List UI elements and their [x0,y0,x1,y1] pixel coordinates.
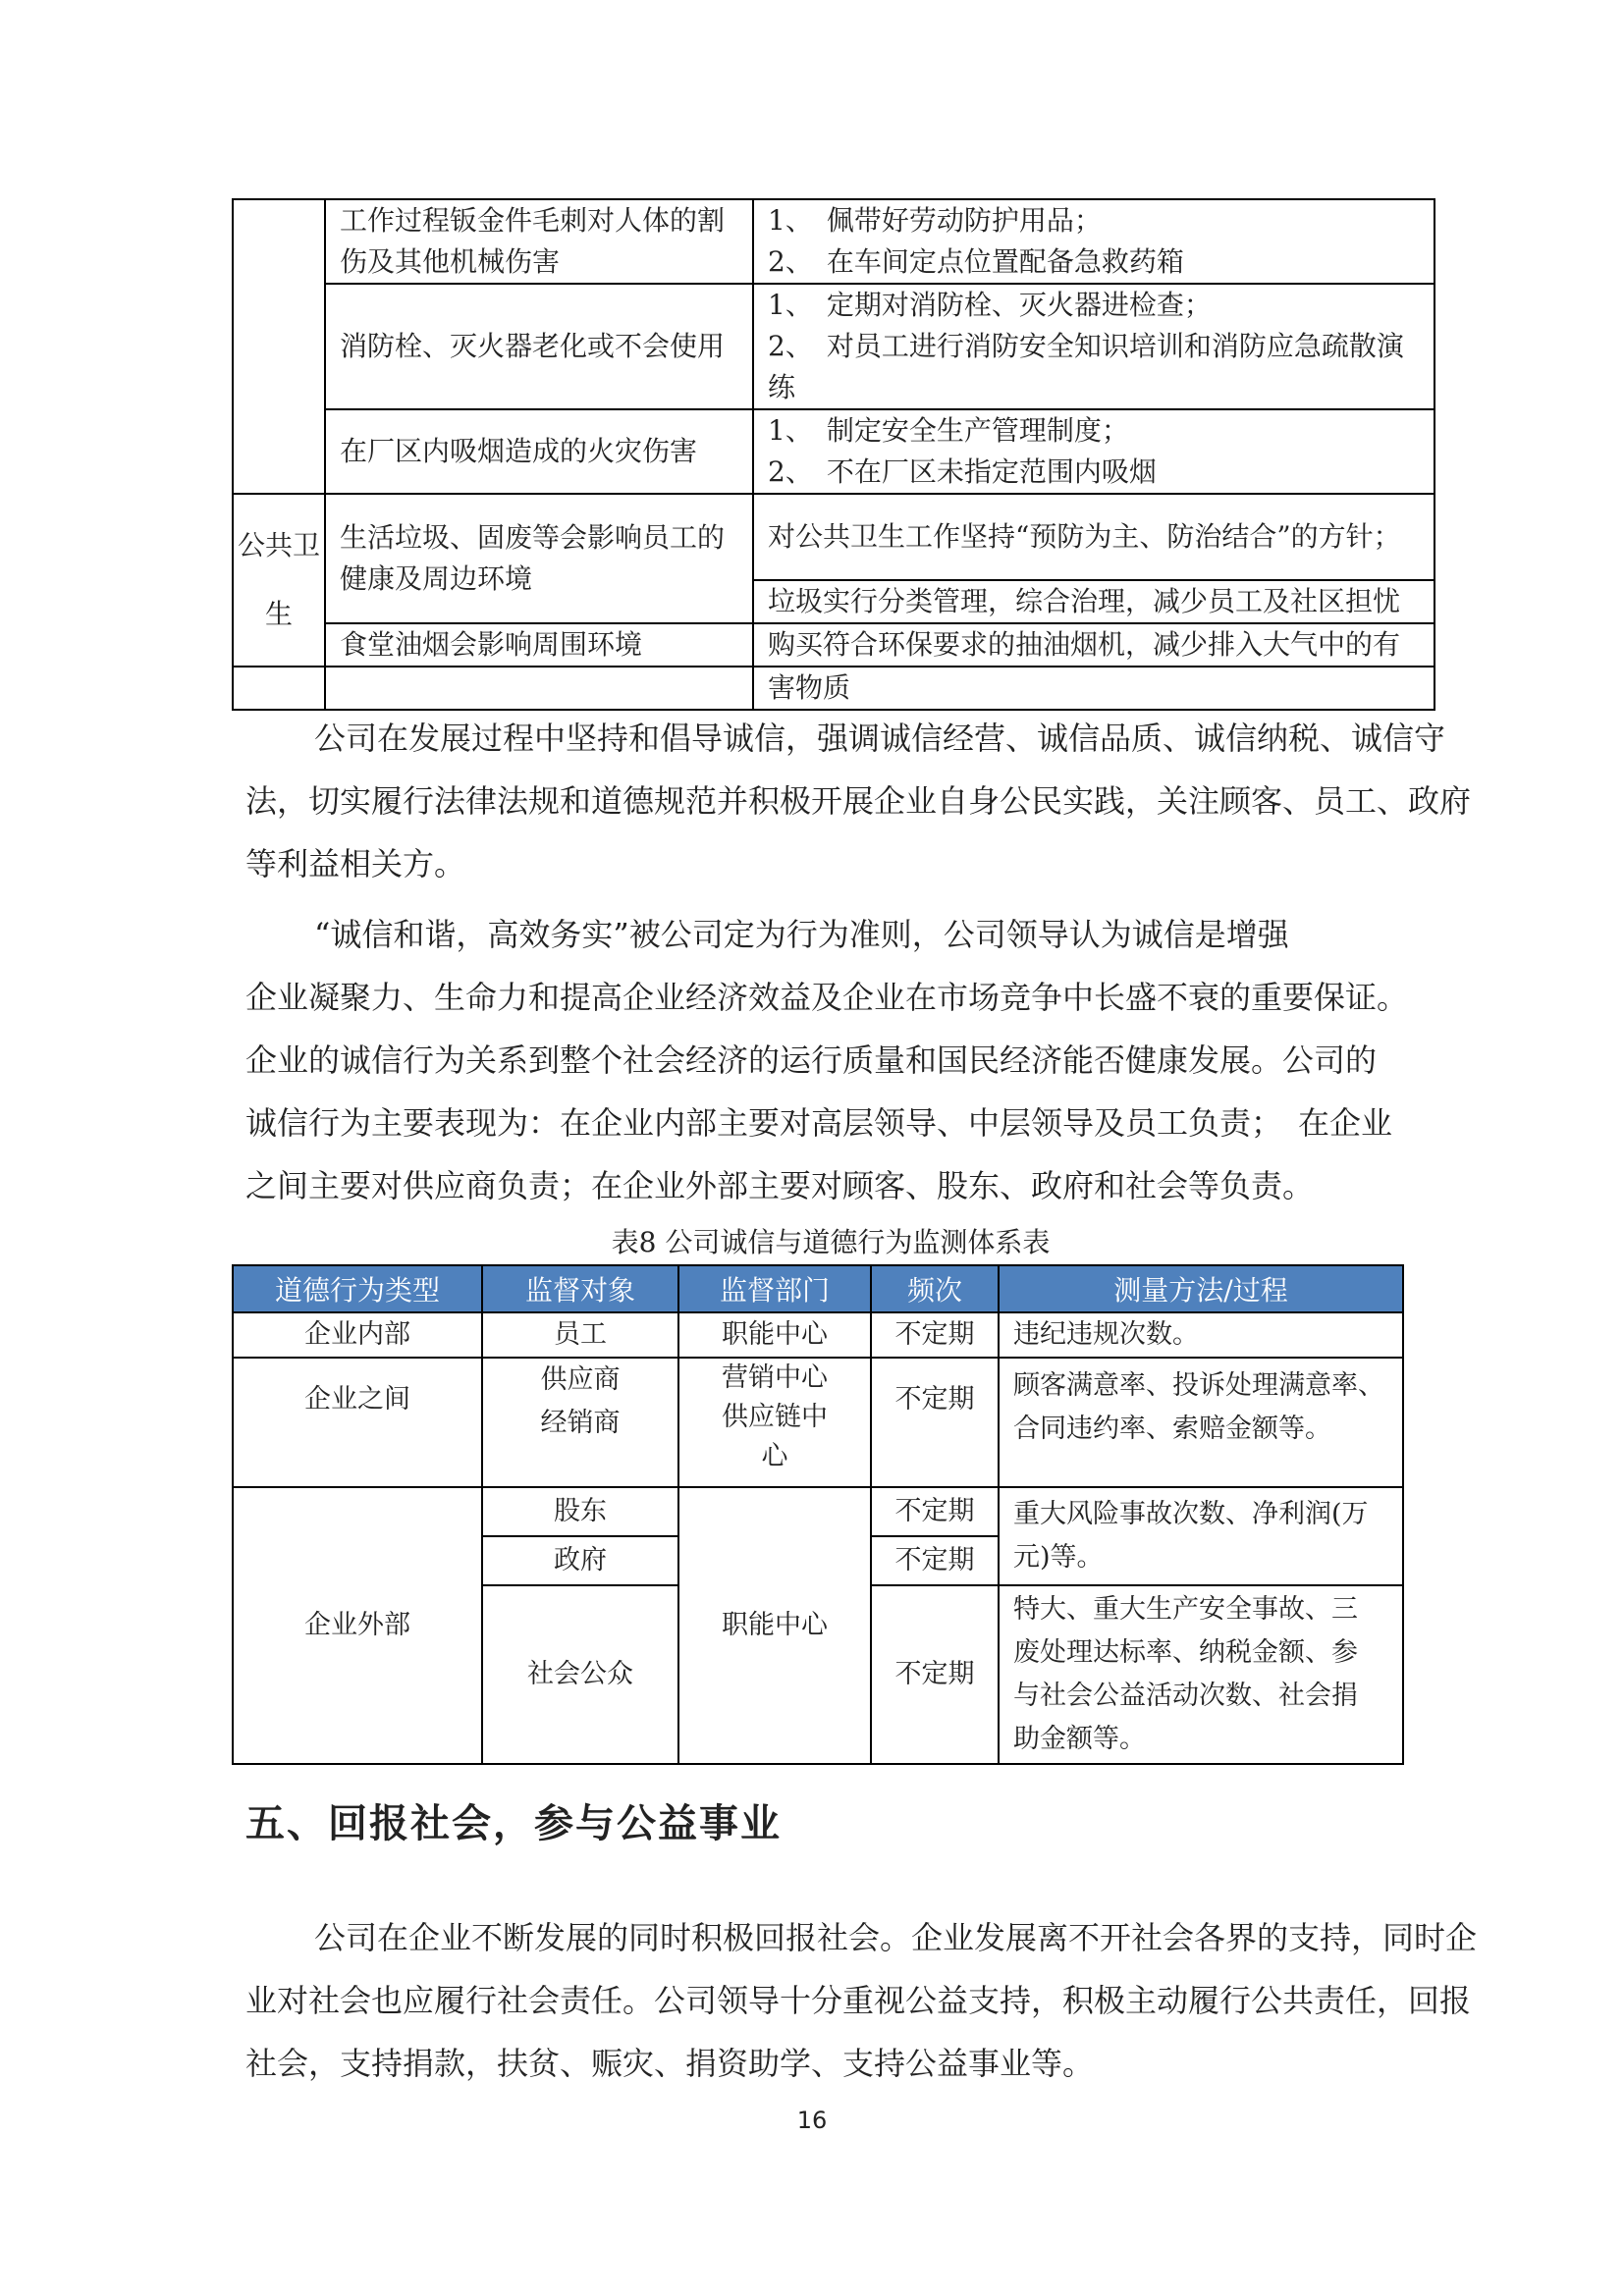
column-header: 监督对象 [482,1265,678,1312]
section-heading: 五、回报社会，参与公益事业 [245,1800,782,1846]
column-header: 测量方法/过程 [999,1265,1403,1312]
measure-cell: 对公共卫生工作坚持“预防为主、防治结合”的方针； [753,494,1435,580]
table-row: 政府 不定期 [233,1536,1403,1585]
table-row: 企业外部 股东 职能中心 不定期 重大风险事故次数、净利润(万 元)等。 [233,1487,1403,1536]
column-header: 频次 [871,1265,999,1312]
hazard-cell: 食堂油烟会影响周围环境 [325,623,753,667]
hazard-cell-empty [325,667,753,710]
category-cell-empty [233,199,325,494]
hazard-cell: 在厂区内吸烟造成的火灾伤害 [325,409,753,494]
hazard-cell: 消防栓、灭火器老化或不会使用 [325,284,753,409]
table-row: 企业之间 供应商 经销商 营销中心 供应链中 心 不定期 顾客满意率、投诉处理满意率、 合同违约率、索赔金额等。 [233,1358,1403,1487]
table-caption: 表8 公司诚信与道德行为监测体系表 [611,1226,1051,1258]
paragraph-social-return: 公司在企业不断发展的同时积极回报社会。企业发展离不开社会各界的支持，同时企业对社会也应履行社会责任。公司领导十分重视公益支持，积极主动履行公共责任，回报社会，支持捐款，扶贫、赈灾、捐资助学、支持公益事业等。 [245,1919,1478,2082]
integrity-monitoring-table [232,1264,1404,1765]
hazard-cell: 生活垃圾、固废等会影响员工的健康及周边环境 [325,494,753,623]
page-number: 16 [796,2107,828,2134]
measure-cell: 垃圾实行分类管理，综合治理，减少员工及社区担忧 [753,580,1435,623]
paragraph-integrity: 公司在发展过程中坚持和倡导诚信，强调诚信经营、诚信品质、诚信纳税、诚信守法，切实履行法律法规和道德规范并积极开展企业自身公民实践，关注顾客、员工、政府等利益相关方。 [245,720,1472,882]
category-cell-empty [233,667,325,710]
column-header: 道德行为类型 [233,1265,482,1312]
measure-cell: 害物质 [753,667,1435,710]
measure-cell: 1、 制定安全生产管理制度； 2、 不在厂区未指定范围内吸烟 [753,409,1435,494]
table-row: 社会公众 不定期 特大、重大生产安全事故、三 废处理达标率、纳税金额、参 与社会公益活动次数、社会捐 助金额等。 [233,1585,1403,1764]
column-header: 监督部门 [678,1265,871,1312]
paragraph-code-of-conduct: “诚信和谐，高效务实”被公司定为行为准则，公司领导认为诚信是增强 企业凝聚力、生命力和提高企业经济效益及企业在市场竞争中长盛不衰的重要保证。 企业的诚信行为关系到整个社会经济的运行质量和国民经济能否健康发展。公司的 诚信行为主要表现为：在企业内部主要对高层领导、中层领导及员工负责； 在企业 之间主要对供应商负责；在企业外部主要对顾客、股东、政府和社会等负责。 [245,916,1409,1204]
measure-cell: 1、 佩带好劳动防护用品； 2、 在车间定点位置配备急救药箱 [753,199,1435,284]
hazard-cell: 工作过程钣金件毛刺对人体的割伤及其他机械伤害 [325,199,753,284]
safety-risk-table [232,198,1435,711]
measure-cell: 购买符合环保要求的抽油烟机，减少排入大气中的有 [753,623,1435,667]
table-header-row [233,1265,1403,1312]
measure-cell: 1、 定期对消防栓、灭火器进检查； 2、 对员工进行消防安全知识培训和消防应急疏散演练 [753,284,1435,409]
category-cell: 公共卫生 [233,494,325,667]
table-row: 企业内部 员工 职能中心 不定期 违纪违规次数。 [233,1312,1403,1358]
